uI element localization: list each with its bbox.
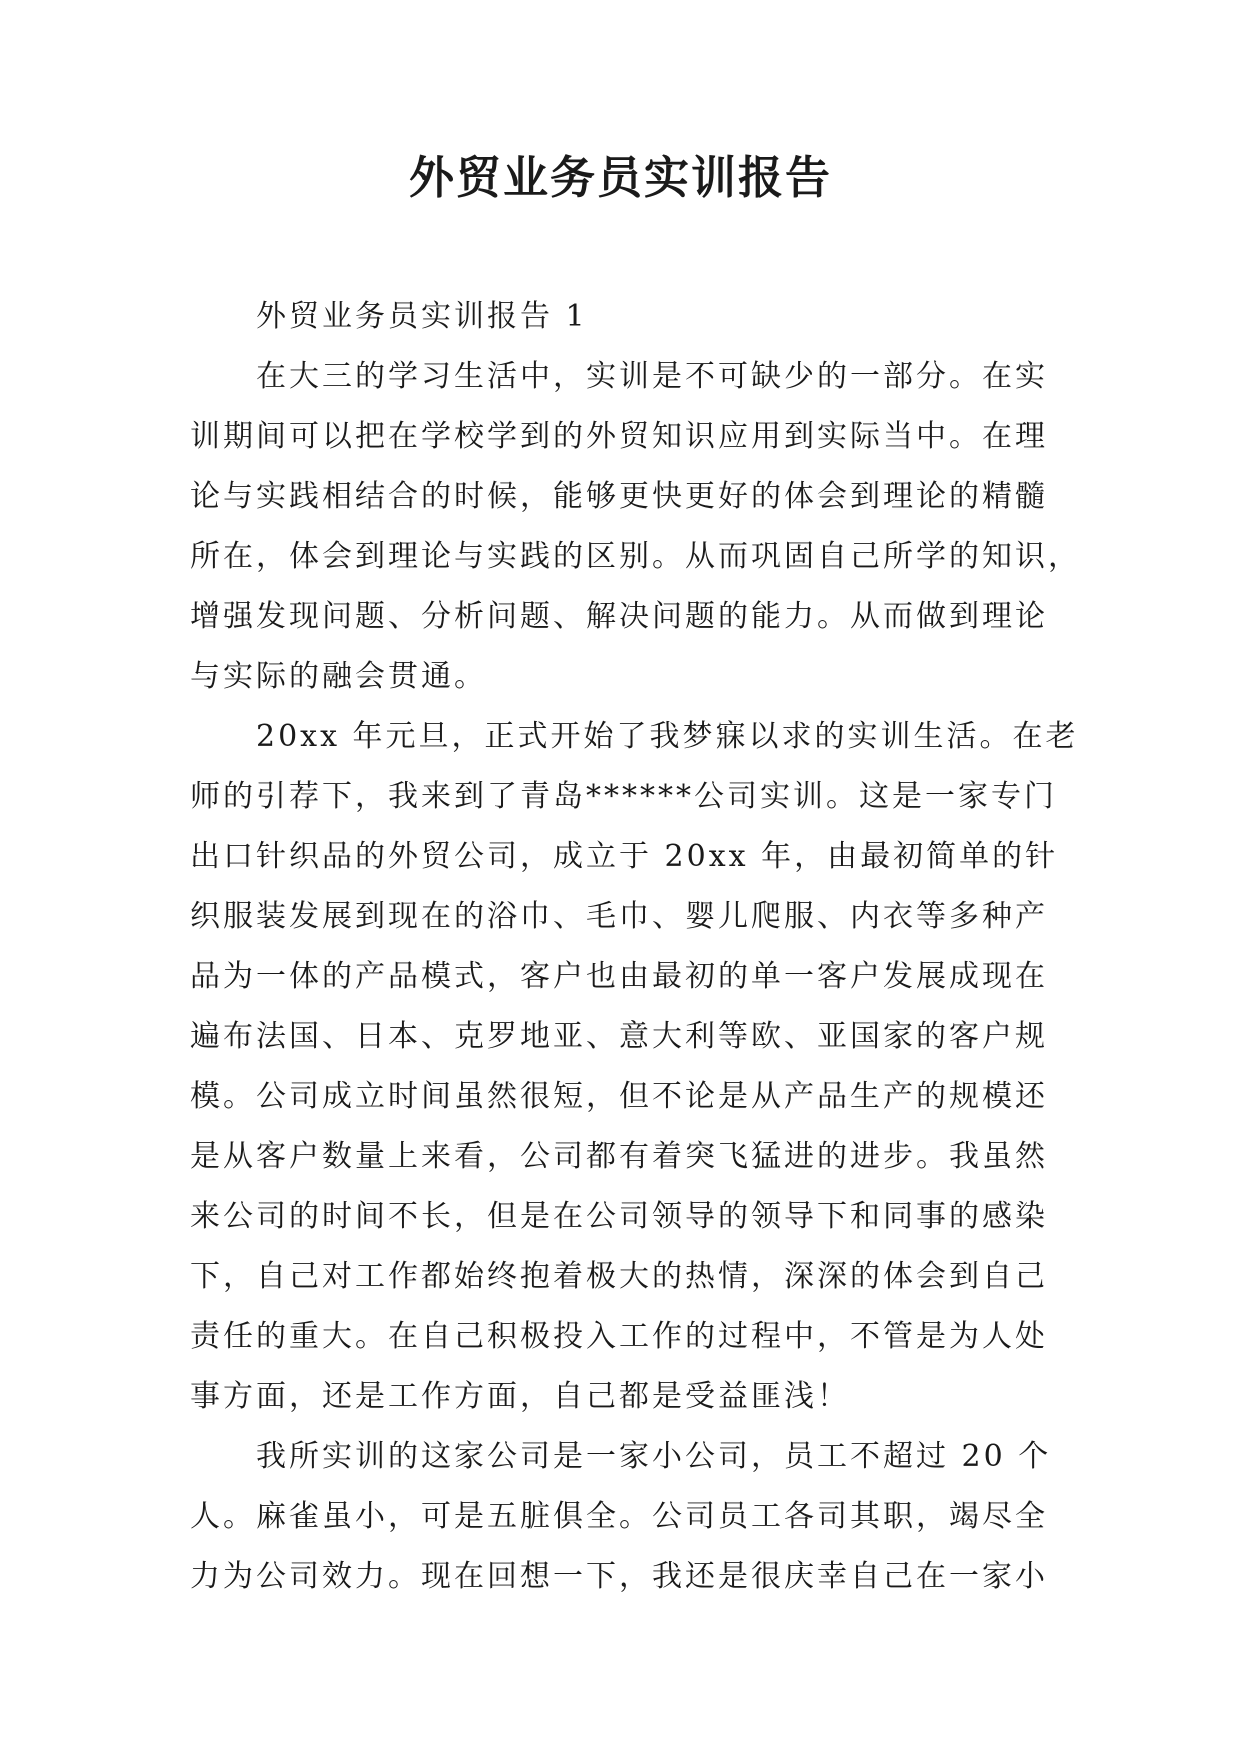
text-line: 师的引荐下，我来到了青岛******公司实训。这是一家专门 [190, 779, 1057, 814]
text-line: 下，自己对工作都始终抱着极大的热情，深深的体会到自己 [190, 1259, 1048, 1294]
text-line: 品为一体的产品模式，客户也由最初的单一客户发展成现在 [190, 959, 1048, 994]
text-line: 出口针织品的外贸公司，成立于 20xx 年，由最初简单的针 [190, 839, 1059, 874]
text-line: 在大三的学习生活中，实训是不可缺少的一部分。在实 [256, 359, 1048, 394]
text-line: 与实际的融会贯通。 [190, 659, 487, 694]
text-line: 人。麻雀虽小，可是五脏俱全。公司员工各司其职，竭尽全 [190, 1499, 1048, 1534]
text-line: 训期间可以把在学校学到的外贸知识应用到实际当中。在理 [190, 419, 1048, 454]
text-line: 责任的重大。在自己积极投入工作的过程中，不管是为人处 [190, 1319, 1048, 1354]
text-line: 事方面，还是工作方面，自己都是受益匪浅！ [190, 1379, 850, 1414]
text-line: 是从客户数量上来看，公司都有着突飞猛进的进步。我虽然 [190, 1139, 1048, 1174]
document-body [190, 287, 1081, 1607]
text-line: 所在，体会到理论与实践的区别。从而巩固自己所学的知识， [190, 539, 1081, 574]
text-line: 论与实践相结合的时候，能够更快更好的体会到理论的精髓 [190, 479, 1048, 514]
text-line: 织服装发展到现在的浴巾、毛巾、婴儿爬服、内衣等多种产 [190, 899, 1048, 934]
text-line: 来公司的时间不长，但是在公司领导的领导下和同事的感染 [190, 1199, 1048, 1234]
text-line: 力为公司效力。现在回想一下，我还是很庆幸自己在一家小 [190, 1559, 1048, 1594]
text-line: 增强发现问题、分析问题、解决问题的能力。从而做到理论 [190, 599, 1048, 634]
text-line: 模。公司成立时间虽然很短，但不论是从产品生产的规模还 [190, 1079, 1048, 1114]
section-heading: 外贸业务员实训报告 1 [256, 299, 588, 334]
text-line: 遍布法国、日本、克罗地亚、意大利等欧、亚国家的客户规 [190, 1019, 1048, 1054]
paragraph-1 [190, 347, 1081, 707]
paragraph-2 [190, 707, 1079, 1427]
text-line: 我所实训的这家公司是一家小公司，员工不超过 20 个 [256, 1439, 1052, 1474]
paragraph-3 [190, 1427, 1052, 1607]
text-line: 20xx 年元旦，正式开始了我梦寐以求的实训生活。在老 [256, 719, 1079, 754]
document-title: 外贸业务员实训报告 [408, 151, 832, 204]
